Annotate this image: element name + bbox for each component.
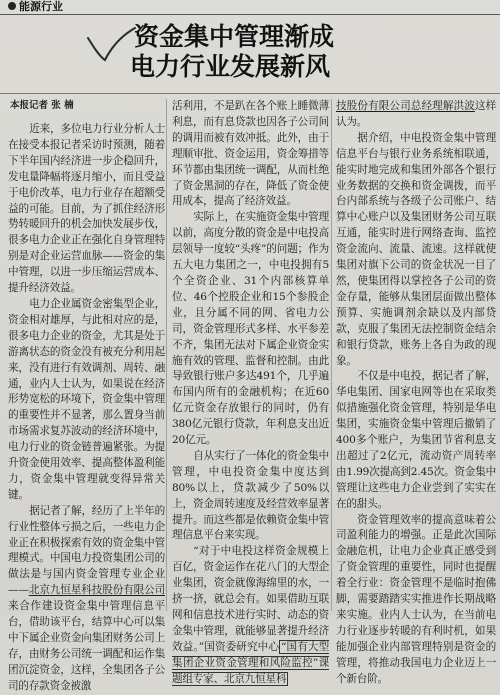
text-run: 来合作建设资金集中管理信息平台，借助该平台，结算中心可以集中下属企业资金向集团财务公司上存，由财务公司统一调配和运作集团沉淀资金，这样，全集团各子公司的存款资金被激 (8, 600, 165, 692)
paragraph-with-underline (8, 504, 165, 695)
paragraph-continued: 活利用，不是趴在各个账上睡微薄利息，而有息贷款也因各子公司间的调用而被有效冲抵。此外，由于理顺审批、资金运用，资金筹措等环节都由集团统一调配，从而杜绝了资金黑洞的存在，降低了资金使用成本，提高了经济效益。 (172, 100, 329, 208)
column-divider-1 (166, 99, 167, 611)
text-run (8, 505, 165, 692)
text-run (336, 100, 496, 128)
paragraph: 自从实行了一体化的资金集中管理，中电投资金集中度达到80%以上，贷款减少了50%以上，资金周转速度及经营效率显著提升。而这些都是依赖资金集中管理信息平台来实现。 (172, 449, 329, 542)
paragraph: 实际上，在实施资金集中管理以前，高度分散的资金是中电投高层领导一度较“头疼”的问题；作为五大电力集团之一，中电投拥有5个全资企业、31个内部核算单位、46个控股企业和15个参股企业，且分属不同的网、省电力公司，资金管理形式多样、水平参差不齐，集团无法对下属企业资金实施有效的管理、监督和控制。由此导致银行账户多达491个，几乎遍布国内所有的金融机构；在近60亿元资金存放银行的同时，仍有380亿元银行贷款，年利息支出近20亿元。 (172, 211, 329, 447)
underlined-text: 技股份有限公司总经理解洪波 (336, 100, 475, 112)
paragraph: 据介绍，中电投资金集中管理信息平台与银行业务系统相联通，能实时地完成和集团外部各个银行业务数据的交换和资金调拨，而平台内部系统与各级子公司账户、结算中心账户以及集团财务公司互联互通，能实时进行网络查询、监控资金流向、流量、流速。这样就使集团对旗下公司的资金状况一目了然，使集团得以掌控各子公司的资金存量，能够从集团层面做出整体预算、实施调剂余缺以及内部贷款，克服了集团无法控制资金结余和银行贷款，账务上各自为政的现象。 (336, 131, 496, 367)
text-run (172, 545, 329, 685)
article-column-1 (8, 122, 165, 692)
text-run: 这样认为。 (336, 100, 496, 128)
paragraph: 资金管理效率的提高意味着公司盈利能力的增强。正是此次国际金融危机，让电力企业真正感受到了资金管理的重要性，同时也提醒着全行业：资金管理不是临时抱佛脚，需要踏踏实实推进作长期战略来实施。业内人士认为，在当前电力行业逐步转暖的有利时机，如果能加强企业内部管理特别是资金的管理，将推动我国电力企业迈上一个新台阶。 (336, 513, 496, 685)
section-label (8, 0, 63, 13)
headline-line-1: 资金集中管理渐成 (134, 22, 335, 51)
section-header-bar (0, 0, 500, 15)
paragraph: 近来，多位电力行业分析人士在接受本报记者采访时预测，随着下半年国内经济进一步企稳回升，发电量降幅将逐月缩小，而且受益于电价改革，电力行业存在超额受益的可能。目前，为了抓住经济形势转暖回升的机会加快发展步伐，很多电力企业正在强化自身管理特别是对企业运营血脉——资金的集中管理，以进一步压缩运营成本、提升经济效益。 (8, 123, 165, 295)
headline-divider (0, 93, 500, 94)
text-run: “对于中电投这样资金规模上百亿，资金运作在花八门的大型企业集团，资金就像海绵里的水，一挤一挤，就总会有。如果借助互联网和信息技术进行实时、动态的资金集中管理，就能够显著提升经济效益。”国资委研究中心 (172, 545, 329, 653)
boxed-text: “国有大型集团企业资金管理和风险监控”课题组专家、北京九恒星科 (172, 640, 329, 685)
section-label-text: 能源行业 (19, 0, 63, 13)
article-column-3 (336, 99, 496, 685)
byline: 本报记者 张 楠 (10, 100, 74, 111)
bullet-icon (8, 2, 16, 10)
headline-line-2: 电力行业发展新风 (130, 52, 331, 81)
text-run: 据记者了解，经历了上半年的行业性整体亏损之后，一些电力企业正在积极探索有效的资金集中管理模式。中国电力投资集团公司的做法是与国内资金管理专业企业—— (8, 504, 165, 597)
paragraph: 不仅是中电投，据记者了解，华电集团、国家电网等也在采取类似措施强化资金管理，特别是华电集团，实施资金集中管理后撤销了400多个账户，为集团节省利息支出超过了2亿元，流动资产周转率由1.99次提高到2.45次。资金集中管理让这些电力企业尝到了实实在在的甜头。 (336, 370, 496, 510)
paragraph: 电力企业属资金密集型企业，资金相对雄厚，与此相对应的是，很多电力企业的资金，尤其是处于游离状态的资金没有被充分利用起来，没有进行有效调剂、周转、融通，业内人士认为，如果说在经济形势宽松的环境下，资金集中管理的重要性并不显著，那么置身当前市场需求复苏波动的经济环境中，电力行业的资金链普遍紧张。为提升资金使用效率、提高整体盈利能力，资金集中管理就变得异常关键。 (8, 297, 165, 501)
column-divider-2 (331, 99, 332, 611)
underlined-text: 北京九恒星科技股份有限公司 (28, 584, 165, 597)
article-headline (130, 22, 400, 82)
article-column-2 (172, 99, 329, 685)
paragraph-continued-with-underline (336, 99, 496, 131)
paragraph-with-box (172, 544, 329, 687)
